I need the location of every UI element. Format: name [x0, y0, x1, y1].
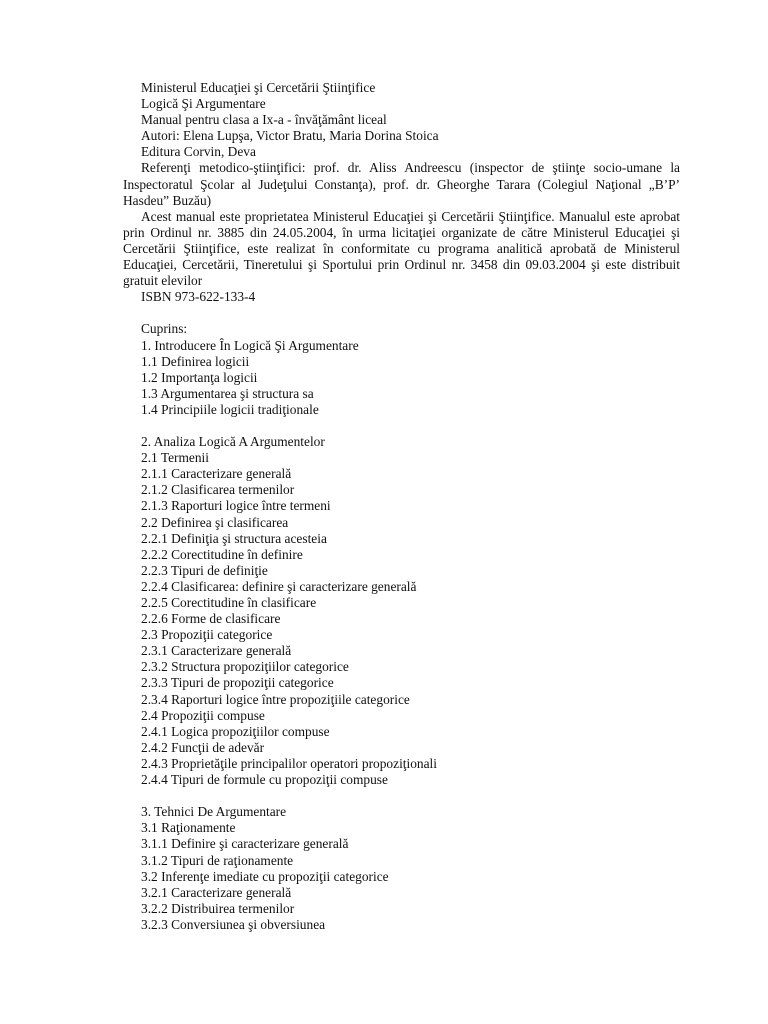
toc-entry: 2.4.2 Funcţii de adevăr	[141, 739, 265, 755]
ministry-line: Ministerul Educaţiei şi Cercetării Ştiinţifice	[141, 80, 376, 95]
toc-entry: 2.1 Termenii	[141, 450, 209, 466]
toc-entry: 2.4 Propoziţii compuse	[141, 707, 265, 723]
toc-entry: 2.3.3 Tipuri de propoziţii categorice	[141, 675, 334, 691]
book-title: Logică Şi Argumentare	[141, 96, 266, 112]
toc-entry: 2.1.3 Raporturi logice între termeni	[141, 498, 331, 514]
spacer	[123, 788, 680, 804]
toc-entry: 2.2.3 Tipuri de definiţie	[141, 562, 268, 578]
toc-section-2	[123, 434, 680, 788]
toc-entry: 3. Tehnici De Argumentare	[141, 804, 287, 820]
toc-entry: 2.2.1 Definiţia şi structura acesteia	[141, 530, 327, 546]
toc-entry: 2.1.1 Caracterizare generală	[141, 466, 292, 482]
referents-paragraph: Referenţi metodico-ştiinţifici: prof. dr. Aliss Andreescu (inspector de ştiinţe socio-umane la Inspectoratul Şcolar al Judeţului Constanţa), prof. dr. Gheorghe Tarara (Colegiul Naţional „B’P’ Hasdeu” Buzău)	[123, 160, 680, 208]
toc-entry: 2. Analiza Logică A Argumentelor	[141, 434, 325, 450]
toc-entry: 3.1.1 Definire şi caracterizare generală	[141, 836, 349, 852]
spacer	[123, 305, 680, 321]
ownership-paragraph: Acest manual este proprietatea Ministerul Educaţiei şi Cercetării Ştiinţifice. Manualul este aprobat prin Ordinul nr. 3885 din 24.05.2004, în urma licitaţiei organizate de către Ministerul Educaţiei şi Cercetării Ştiinţifice, este realizat în conformitate cu programa analitică aprobată de Ministerul Educaţiei, Cercetării, Tineretului şi Sportului prin Ordinul nr. 3458 din 09.03.2004 şi este distribuit gratuit elevilor	[123, 208, 680, 289]
toc-entry: 3.1 Raţionamente	[141, 820, 236, 836]
toc-entry: 3.2.1 Caracterizare generală	[141, 884, 292, 900]
toc-entry: 2.3 Propoziţii categorice	[141, 627, 273, 643]
toc-heading: Cuprins:	[141, 321, 188, 337]
toc-entry: 1.2 Importanţa logicii	[141, 369, 258, 385]
toc-entry: 2.2.5 Corectitudine în clasificare	[141, 595, 317, 610]
toc-entry: 1. Introducere În Logică Şi Argumentare	[141, 337, 359, 353]
publisher-line: Editura Corvin, Deva	[141, 144, 256, 160]
toc-entry: 2.4.4 Tipuri de formule cu propoziţii compuse	[141, 772, 388, 788]
toc-entry: 2.2 Definirea şi clasificarea	[141, 514, 289, 530]
toc-section-1	[123, 338, 680, 418]
authors-line: Autori: Elena Lupşa, Victor Bratu, Maria Dorina Stoica	[141, 128, 439, 144]
toc-entry: 2.4.1 Logica propoziţiilor compuse	[141, 723, 330, 739]
toc-entry: 3.2.3 Conversiunea şi obversiunea	[141, 916, 326, 932]
toc-entry: 2.1.2 Clasificarea termenilor	[141, 482, 295, 498]
spacer	[123, 418, 680, 434]
toc-entry: 3.1.2 Tipuri de raţionamente	[141, 852, 294, 868]
toc-entry: 1.4 Principiile logicii tradiţionale	[141, 401, 319, 417]
toc-entry: 2.4.3 Proprietăţile principalilor operatori propoziţionali	[141, 755, 437, 771]
toc-entry: 3.2.2 Distribuirea termenilor	[141, 900, 295, 916]
toc-entry: 1.1 Definirea logicii	[141, 353, 250, 369]
book-subtitle: Manual pentru clasa a Ix-a - învăţământ liceal	[141, 112, 387, 128]
toc-entry: 2.2.2 Corectitudine în definire	[141, 546, 303, 562]
isbn-line: ISBN 973-622-133-4	[141, 289, 256, 305]
toc-entry: 2.3.4 Raporturi logice între propoziţiile categorice	[141, 691, 410, 707]
toc-entry: 3.2 Inferenţe imediate cu propoziţii categorice	[141, 868, 389, 884]
toc-entry: 1.3 Argumentarea şi structura sa	[141, 385, 314, 401]
toc-entry: 2.3.2 Structura propoziţiilor categorice	[141, 659, 349, 675]
document-page	[123, 80, 680, 933]
toc-entry: 2.3.1 Caracterizare generală	[141, 643, 292, 659]
toc-entry: 2.2.4 Clasificarea: definire şi caracterizare generală	[141, 578, 417, 594]
toc-entry: 2.2.6 Forme de clasificare	[141, 611, 281, 627]
toc-section-3	[123, 804, 680, 933]
